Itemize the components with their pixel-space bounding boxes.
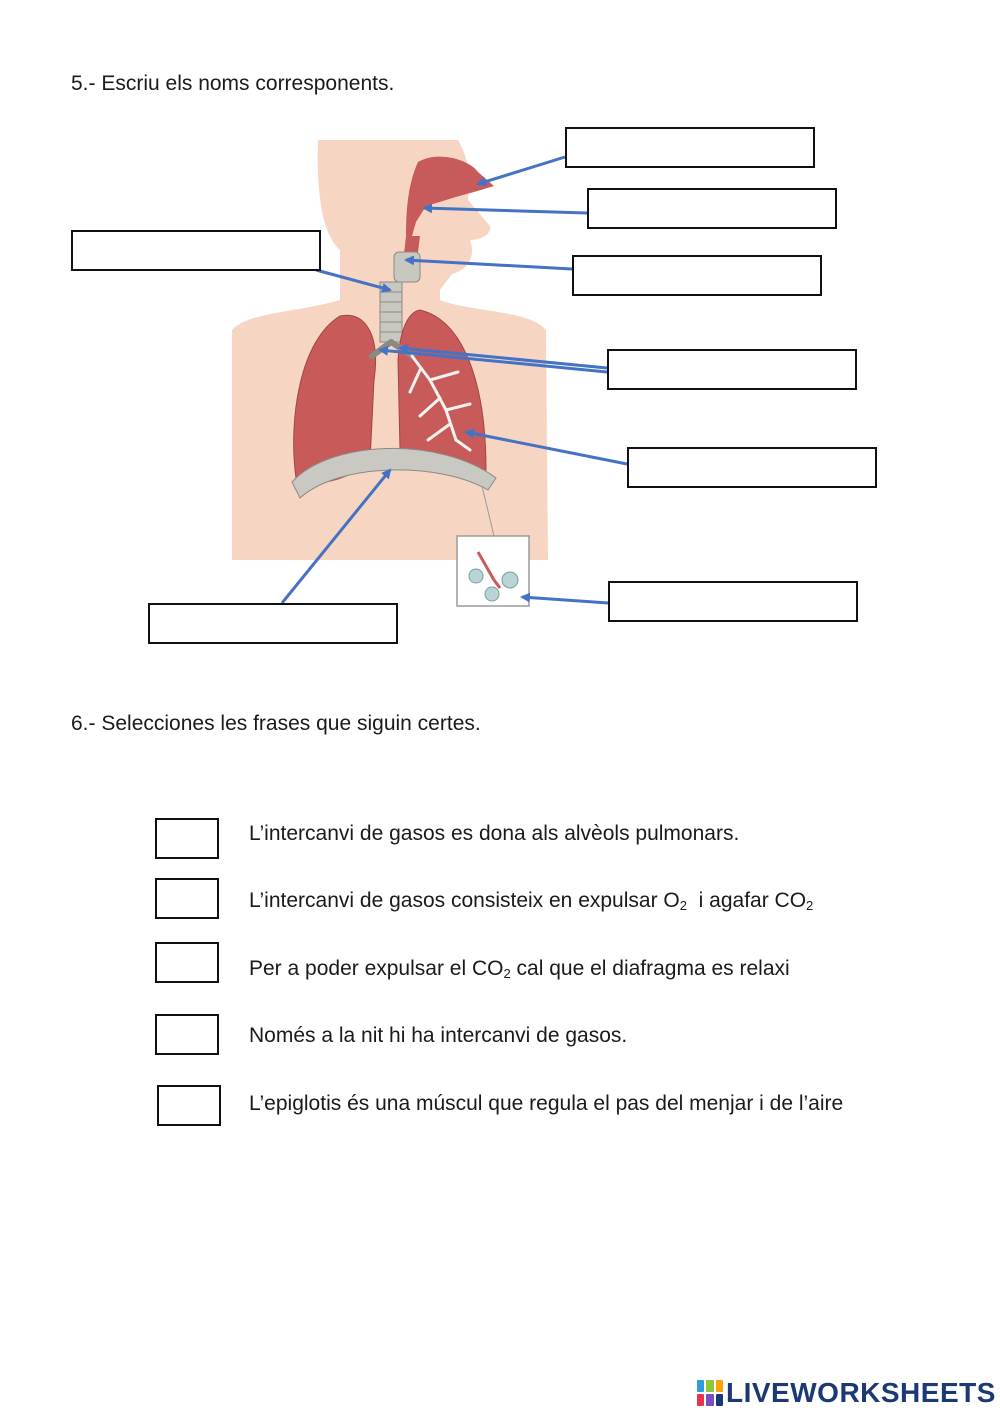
label-input-bronchi[interactable]	[607, 349, 857, 390]
statement-text: Només a la nit hi ha intercanvi de gasos.	[249, 1024, 628, 1047]
statement-checkbox[interactable]	[155, 818, 219, 859]
pharynx-shape	[404, 236, 420, 254]
label-input-alveoli[interactable]	[608, 581, 858, 622]
statement-text: Per a poder expulsar el $CO_2$ cal que el diafragma es relaxi	[249, 957, 790, 981]
label-input-bronchioles[interactable]	[627, 447, 877, 488]
statement-text: L’intercanvi de gasos consisteix en expulsar $O_2$ i agafar $CO_2$	[249, 889, 814, 913]
question-5-title: 5.- Escriu els noms corresponents.	[71, 72, 395, 95]
label-input-trachea[interactable]	[71, 230, 321, 271]
label-input-larynx[interactable]	[572, 255, 822, 296]
label-input-nasal-cavity[interactable]	[565, 127, 815, 168]
label-input-pharynx[interactable]	[587, 188, 837, 229]
statement-checkbox[interactable]	[155, 1014, 219, 1055]
statement-checkbox[interactable]	[157, 1085, 221, 1126]
label-input-diaphragm[interactable]	[148, 603, 398, 644]
question-6-title: 6.- Selecciones les frases que siguin certes.	[71, 712, 481, 735]
logo-text: LIVEWORKSHEETS	[726, 1377, 996, 1408]
statement-checkbox[interactable]	[155, 878, 219, 919]
larynx-shape	[394, 252, 420, 282]
arrow-alveoli	[522, 597, 608, 603]
statement-checkbox[interactable]	[155, 942, 219, 983]
liveworksheets-logo	[697, 1377, 996, 1409]
statement-text: L’intercanvi de gasos es dona als alvèols pulmonars.	[249, 822, 740, 845]
statement-text: L’epiglotis és una múscul que regula el pas del menjar i de l’aire	[249, 1092, 844, 1115]
logo-icon	[697, 1380, 723, 1406]
arrow-nasal-cavity	[478, 157, 565, 184]
